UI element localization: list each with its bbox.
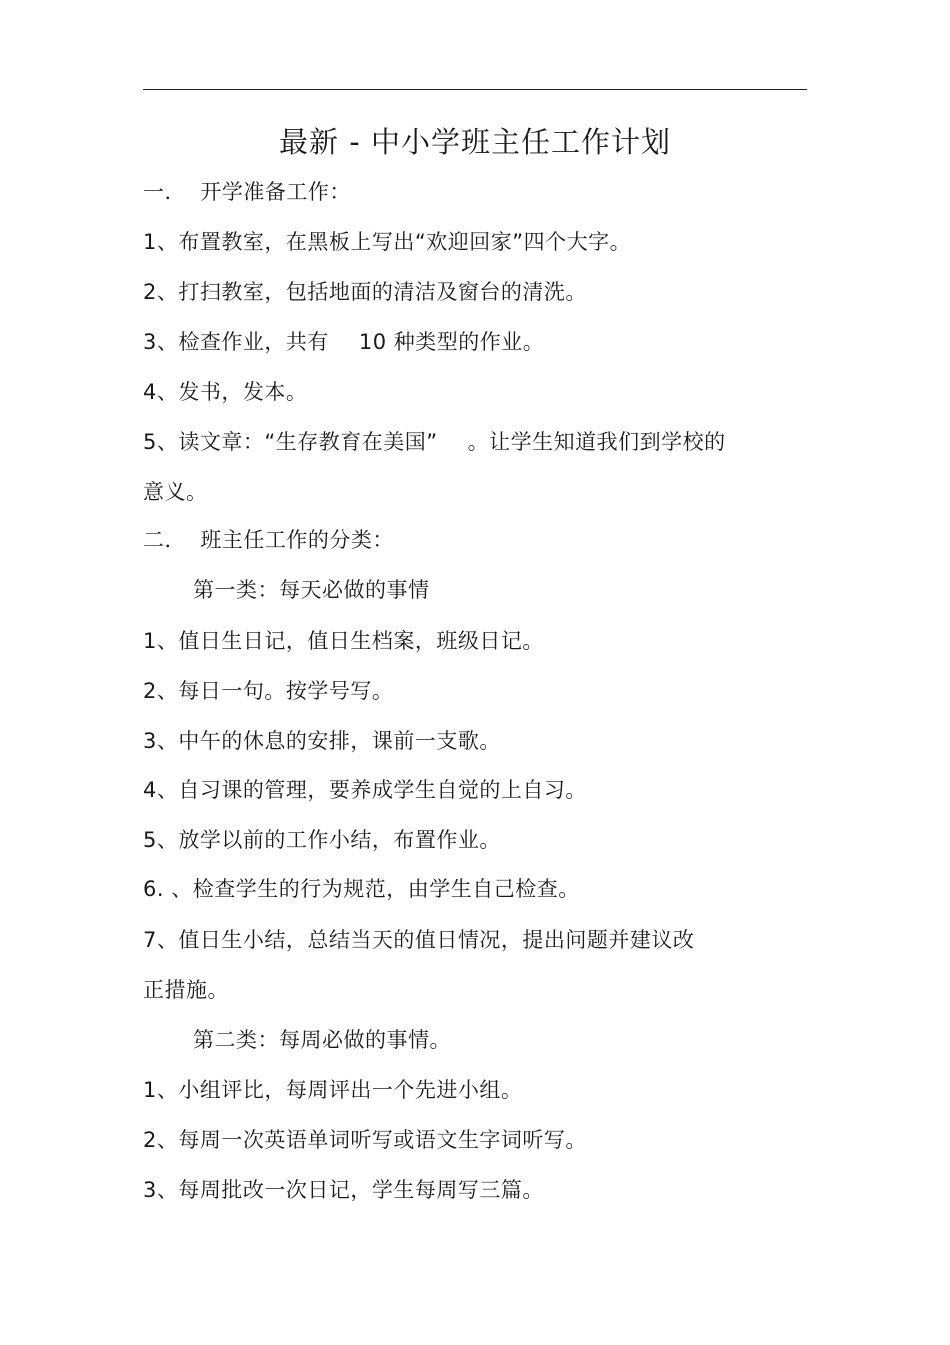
list-item: 1、值日生日记，值日生档案，班级日记。 [143, 629, 544, 653]
list-item-text: 5、读文章：“生存教育在美国” [143, 430, 438, 454]
list-item-continuation: 正措施。 [143, 978, 229, 1002]
section-heading-2: 二． 班主任工作的分类： [143, 528, 394, 552]
list-item [143, 427, 726, 457]
list-item: 3、中午的休息的安排，课前一支歌。 [143, 729, 501, 753]
list-item: 2、每周一次英语单词听写或语文生字词听写。 [143, 1128, 587, 1152]
list-item: 6. 、检查学生的行为规范，由学生自己检查。 [143, 877, 580, 901]
list-item-text-tail: 。让学生知道我们到学校的 [467, 430, 726, 454]
list-item: 2、每日一句。按学号写。 [143, 679, 394, 703]
section-heading-1: 一． 开学准备工作： [143, 180, 351, 204]
list-item-text-tail: 10 种类型的作业。 [358, 330, 545, 354]
header-rule [143, 89, 807, 90]
subheading-weekly: 第二类：每周必做的事情。 [193, 1028, 451, 1052]
list-item: 1、小组评比，每周评出一个先进小组。 [143, 1078, 523, 1102]
list-item: 2、打扫教室，包括地面的清洁及窗台的清洗。 [143, 280, 587, 304]
list-item [143, 327, 544, 357]
page-title: 最新 - 中小学班主任工作计划 [279, 125, 671, 159]
list-item-text: 3、检查作业，共有 [143, 330, 329, 354]
list-item: 5、放学以前的工作小结，布置作业。 [143, 828, 501, 852]
list-item: 3、每周批改一次日记，学生每周写三篇。 [143, 1178, 544, 1202]
list-item: 4、发书，发本。 [143, 380, 308, 404]
list-item-continuation: 意义。 [143, 480, 208, 504]
list-item: 4、自习课的管理，要养成学生自觉的上自习。 [143, 778, 587, 802]
list-item: 1、布置教室，在黑板上写出“欢迎回家”四个大字。 [143, 230, 632, 254]
subheading-daily: 第一类：每天必做的事情 [193, 578, 430, 602]
list-item: 7、值日生小结，总结当天的值日情况，提出问题并建议改 [143, 928, 695, 952]
